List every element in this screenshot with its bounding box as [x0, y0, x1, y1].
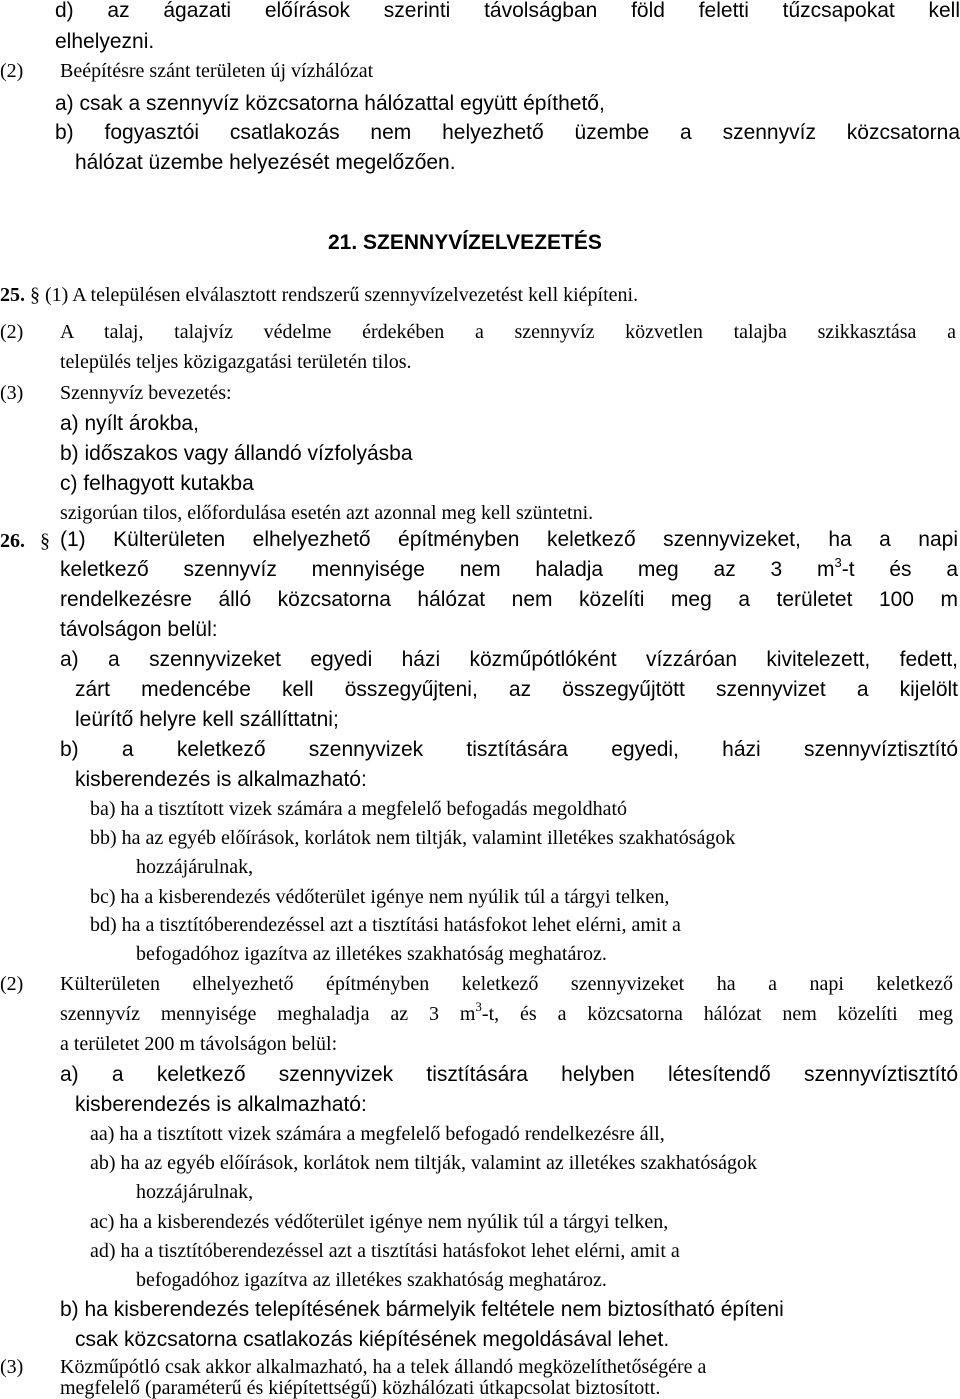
sub-item-bd: bd) ha a tisztítóberendezéssel azt a tisztítási hatásfokot lehet elérni, amit a	[90, 914, 681, 936]
paragraph-line: távolságon belül:	[60, 618, 218, 641]
list-item-b: b) időszakos vagy állandó vízfolyásba	[60, 442, 413, 465]
list-item-a: a) csak a szennyvíz közcsatorna hálózattal együtt építhető,	[55, 92, 605, 115]
list-item-b-line1: b) ha kisberendezés telepítésének bármelyik feltétele nem biztosítható építeni	[60, 1298, 784, 1321]
paragraph-number: (3)	[0, 1356, 24, 1378]
paragraph-text: Beépítésre szánt területen új vízhálózat	[60, 60, 374, 82]
sub-item-bc: bc) ha a kisberendezés védőterület igénye nem nyúlik túl a tárgyi telken,	[90, 886, 670, 908]
list-item-c: c) felhagyott kutakba	[60, 472, 254, 495]
paragraph-text: A talaj, talajvíz védelme érdekében a szennyvíz közvetlen talajba szikkasztása a	[60, 321, 956, 343]
sub-item-bd-cont: befogadóhoz igazítva az illetékes szakhatóság meghatároz.	[136, 943, 607, 965]
paragraph-text-cont: település teljes közigazgatási területén tilos.	[60, 351, 412, 373]
list-item-a: a) nyílt árokba,	[60, 412, 199, 435]
paragraph-line: Közműpótló csak akkor alkalmazható, ha a telek állandó megközelíthetőségére a	[60, 1356, 707, 1378]
section-number: 25.	[0, 284, 25, 306]
paragraph-text: (1) A településen elválasztott rendszerű szennyvízelvezetést kell kiépíteni.	[45, 284, 639, 306]
paragraph-line: szennyvíz mennyisége meghaladja az 3 $m^3-t$, és a közcsatorna hálózat nem közelíti meg	[60, 999, 953, 1025]
section-25-line	[0, 285, 638, 305]
sub-item-ab: ab) ha az egyéb előírások, korlátok nem tiltják, valamint az illetékes szakhatóságok	[90, 1152, 757, 1174]
paragraph-text: Szennyvíz bevezetés:	[60, 382, 232, 404]
sub-item-aa: aa) ha a tisztított vizek számára a megfelelő befogadó rendelkezésre áll,	[90, 1123, 665, 1145]
sub-item-bb-cont: hozzájárulnak,	[136, 856, 254, 878]
sub-item-bb: bb) ha az egyéb előírások, korlátok nem tiltják, valamint illetékes szakhatóságok	[90, 827, 736, 849]
sub-item-ad-cont: befogadóhoz igazítva az illetékes szakhatóság meghatároz.	[136, 1269, 607, 1291]
section-number: 26.	[0, 530, 25, 552]
paragraph-number: (2)	[0, 60, 24, 82]
list-item-a-line3: leürítő helyre kell szállíttatni;	[75, 708, 339, 731]
paragraph-tail: szigorúan tilos, előfordulása esetén azt azonnal meg kell szüntetni.	[60, 502, 594, 524]
paragraph-number: (2)	[0, 321, 24, 343]
paragraph-line: Külterületen elhelyezhető építményben keletkező szennyvizeket ha a napi keletkező	[60, 973, 953, 995]
list-item-b-line2: kisberendezés is alkalmazható:	[75, 768, 367, 791]
item-d-line2: elhelyezni.	[55, 30, 155, 53]
item-d-line1: d) az ágazati előírások szerinti távolságban föld feletti tűzcsapokat kell	[55, 0, 960, 22]
paragraph-number: (3)	[0, 382, 24, 404]
section-mark: §	[40, 530, 50, 552]
list-item-b-line1: b) a keletkező szennyvizek tisztítására egyedi, házi szennyvíztisztító	[60, 738, 958, 761]
list-item-a-line2: kisberendezés is alkalmazható:	[75, 1093, 367, 1116]
section-mark: §	[30, 284, 40, 306]
sub-item-ad: ad) ha a tisztítóberendezéssel azt a tisztítási hatásfokot lehet elérni, amit a	[90, 1240, 680, 1262]
list-item-a-line2: zárt medencébe kell összegyűjteni, az összegyűjtött szennyvizet a kijelölt	[75, 678, 958, 701]
list-item-b-line1: b) fogyasztói csatlakozás nem helyezhető üzembe a szennyvíz közcsatorna	[55, 121, 960, 144]
list-item-b-line2: csak közcsatorna csatlakozás kiépítésének megoldásával lehet.	[75, 1328, 670, 1351]
sub-item-ba: ba) ha a tisztított vizek számára a megfelelő befogadás megoldható	[90, 798, 628, 820]
list-item-a-line1: a) a szennyvizeket egyedi házi közműpótlóként vízzáróan kivitelezett, fedett,	[60, 648, 958, 671]
paragraph-number: (2)	[0, 973, 24, 995]
paragraph-line: rendelkezésre álló közcsatorna hálózat nem közelíti meg a területet 100 m	[60, 588, 958, 611]
paragraph-line: keletkező szennyvíz mennyisége nem haladja meg az 3 $m^3-t$ és a	[60, 555, 958, 581]
chapter-heading: 21. SZENNYVÍZELVEZETÉS	[328, 231, 602, 254]
sub-item-ab-cont: hozzájárulnak,	[136, 1181, 254, 1203]
list-item-b-line2: hálózat üzembe helyezését megelőzően.	[75, 151, 456, 174]
sub-item-ac: ac) ha a kisberendezés védőterület igénye nem nyúlik túl a tárgyi telken,	[90, 1211, 669, 1233]
list-item-a-line1: a) a keletkező szennyvizek tisztítására helyben létesítendő szennyvíztisztító	[60, 1063, 958, 1086]
paragraph-line: (1) Külterületen elhelyezhető építményben keletkező szennyvizeket, ha a napi	[60, 528, 958, 551]
paragraph-line: megfelelő (paraméterű és kiépítettségű) közhálózati útkapcsolat biztosított.	[60, 1377, 661, 1399]
paragraph-line: a területet 200 m távolságon belül:	[60, 1033, 338, 1055]
